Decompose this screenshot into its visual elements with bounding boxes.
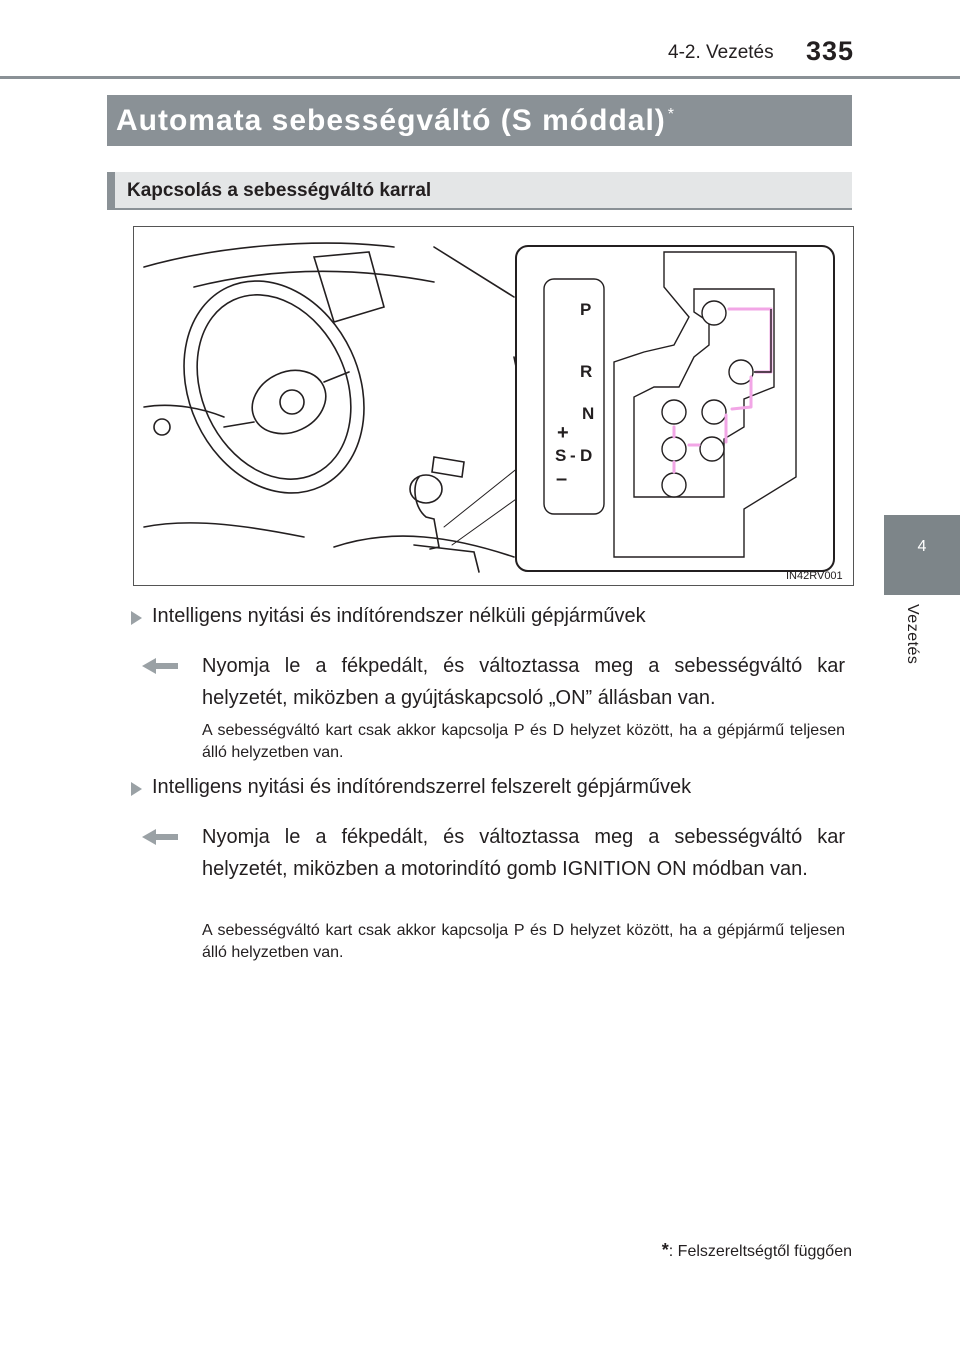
section-1-instruction: Nyomja le a fékpedált, és változtassa meg a sebességváltó kar helyzetét, miközben a gyújtáskapcsoló „ON” állásban van. xyxy=(202,655,845,709)
dashboard-line xyxy=(144,243,394,267)
figure-code: IN42RV001 xyxy=(786,570,843,582)
instruction-arrow-icon xyxy=(142,827,178,847)
chapter-label-wrap xyxy=(903,604,933,694)
steering-spoke xyxy=(224,422,254,427)
section-2-instruction: Nyomja le a fékpedált, és változtassa meg a sebességváltó kar helyzetét, miközben a motorindító gomb IGNITION ON módban van. xyxy=(202,826,845,880)
chapter-number: 4 xyxy=(917,538,927,555)
header-divider xyxy=(0,76,960,79)
steering-wheel-outer xyxy=(150,251,397,522)
gear-label-n: N xyxy=(582,404,595,423)
steering-wheel-inner xyxy=(168,270,380,505)
bullet-triangle-icon xyxy=(131,611,142,625)
shift-gate-base xyxy=(414,545,479,572)
dashboard-line xyxy=(194,271,434,287)
footnote xyxy=(630,1240,852,1261)
vent xyxy=(432,457,464,477)
footnote-asterisk: * xyxy=(661,1240,669,1260)
footnote-text: : Felszereltségtől függően xyxy=(668,1243,852,1260)
dash-panel-line xyxy=(144,405,224,417)
steering-hub xyxy=(242,359,336,445)
gear-label-r: R xyxy=(580,362,593,381)
subtitle-accent xyxy=(107,172,115,210)
gear-label-dash: - xyxy=(570,446,576,465)
dashboard-line xyxy=(434,247,514,297)
page-title xyxy=(116,104,675,138)
gate-position-s-minus xyxy=(662,473,686,497)
gate-position-r xyxy=(729,360,753,384)
page-number: 335 xyxy=(806,36,855,66)
shift-lever-figure xyxy=(133,226,854,586)
gate-position-s xyxy=(662,437,686,461)
gate-position-s-plus xyxy=(662,400,686,424)
gear-label-p: P xyxy=(580,300,592,319)
gear-label-minus: – xyxy=(556,468,568,490)
gear-label-d: D xyxy=(580,446,593,465)
title-asterisk: * xyxy=(667,106,676,123)
bullet-triangle-icon xyxy=(131,782,142,796)
gear-label-s: S xyxy=(555,446,567,465)
steering-emblem xyxy=(280,390,304,414)
section-1-note: A sebességváltó kart csak akkor kapcsolja P és D helyzet között, ha a gépjármű teljesen álló helyzetben van. xyxy=(202,722,845,761)
instruction-arrow-icon xyxy=(142,656,178,676)
shift-lever-illustration xyxy=(134,227,853,585)
running-header-section: 4-2. Vezetés xyxy=(668,42,774,63)
gate-position-n xyxy=(702,400,726,424)
gear-label-plus: + xyxy=(557,422,569,444)
console-line xyxy=(144,523,304,537)
callout-line xyxy=(452,497,519,545)
gate-position-d xyxy=(700,437,724,461)
gate-position-p xyxy=(702,301,726,325)
section-1-heading: Intelligens nyitási és indítórendszer nélküli gépjárművek xyxy=(152,605,646,627)
subtitle: Kapcsolás a sebességváltó karral xyxy=(127,180,432,201)
stalk-knob xyxy=(154,419,170,435)
page-title-text: Automata sebességváltó (S móddal) xyxy=(116,104,666,137)
steering-spoke xyxy=(324,372,349,382)
section-2-heading: Intelligens nyitási és indítórendszerrel felszerelt gépjárművek xyxy=(152,776,692,798)
section-2-note: A sebességváltó kart csak akkor kapcsolja P és D helyzet között, ha a gépjármű teljesen álló helyzetben van. xyxy=(202,922,845,961)
chapter-label: Vezetés xyxy=(904,604,921,665)
